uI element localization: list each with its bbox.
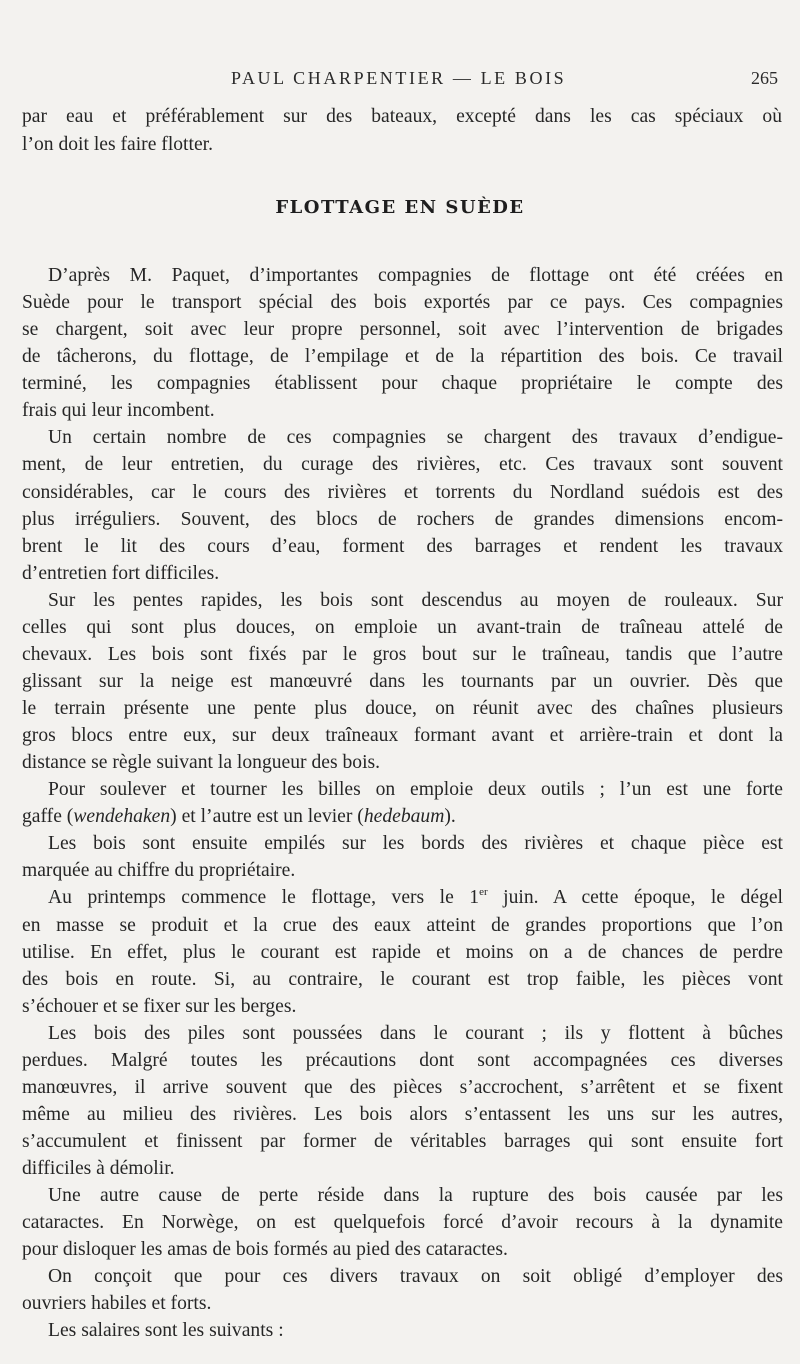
text-line: distance se règle suivant la longueur des bois. [22, 752, 381, 774]
text-line: des bois en route. Si, au contraire, le courant est trop faible, les pièces vont [22, 968, 783, 990]
text-line: Les salaires sont les suivants : [48, 1320, 284, 1342]
section-heading: FLOTTAGE EN SUÈDE [275, 197, 525, 218]
text-line: Suède pour le transport spécial des bois exportés par ce pays. Ces compagnies [22, 292, 783, 314]
text-line: Les bois des piles sont poussées dans le courant ; ils y flottent à bûches [48, 1022, 783, 1044]
text-line: glissant sur la neige est manœuvré dans les tournants par un ouvrier. Dès que [22, 670, 783, 692]
text-line: ouvriers habiles et forts. [22, 1293, 212, 1315]
text-line: manœuvres, il arrive souvent que des pièces s’accrochent, s’arrêtent et se fixent [22, 1076, 783, 1098]
german-term: hedebaum [363, 806, 445, 828]
text-segment: juin. A cette époque, le dégel [487, 887, 783, 909]
text-line: celles qui sont plus douces, on emploie un avant-train de traîneau attelé de [22, 616, 783, 638]
text-segment: Au printemps commence le flottage, vers le 1 [48, 887, 480, 909]
page-number: 265 [751, 68, 778, 88]
text-line: perdues. Malgré toutes les précautions dont sont accompagnées ces diverses [22, 1049, 783, 1071]
text-line: chevaux. Les bois sont fixés par le gros bout sur le traîneau, tandis que l’autre [22, 643, 783, 665]
text-line: se chargent, soit avec leur propre personnel, soit avec l’intervention de brigades [22, 319, 783, 341]
text-line: Les bois sont ensuite empilés sur les bords des rivières et chaque pièce est [48, 833, 783, 855]
text-line: s’échouer et se fixer sur les berges. [22, 995, 297, 1017]
text-line: marquée au chiffre du propriétaire. [22, 860, 296, 882]
text-line: terminé, les compagnies établissent pour chaque propriétaire le compte des [22, 373, 783, 395]
text-line: considérables, car le cours des rivières et torrents du Nordland suédois est des [22, 481, 783, 503]
text-line: même au milieu des rivières. Les bois alors s’entassent les uns sur les autres, [22, 1103, 783, 1125]
text-line: ment, de leur entretien, du curage des rivières, etc. Ces travaux sont souvent [22, 454, 783, 476]
text-line: en masse se produit et la crue des eaux atteint de grandes proportions que l’on [22, 914, 783, 936]
text-line: Pour soulever et tourner les billes on emploie deux outils ; l’un est une forte [48, 779, 783, 801]
text-segment: ). [444, 806, 456, 828]
text-line [22, 803, 783, 830]
text-line: l’on doit les faire flotter. [22, 133, 213, 155]
text-line: D’après M. Paquet, d’importantes compagnies de flottage ont été créées en [48, 265, 783, 286]
text-line: plus irréguliers. Souvent, des blocs de rochers de grandes dimensions encom- [22, 508, 783, 530]
text-line: Une autre cause de perte réside dans la rupture des bois causée par les [48, 1185, 783, 1207]
text-line: s’accumulent et finissent par former de véritables barrages qui sont ensuite fort [22, 1131, 783, 1152]
body-text [22, 262, 783, 1345]
text-line: le terrain présente une pente plus douce, on réunit avec des chaînes plusieurs [22, 698, 783, 719]
text-line: brent le lit des cours d’eau, forment des barrages et rendent les travaux [22, 535, 783, 557]
running-head [0, 66, 800, 94]
text-line: d’entretien fort difficiles. [22, 562, 220, 584]
text-line: par eau et préférablement sur des bateaux, excepté dans les cas spéciaux où [22, 106, 782, 127]
running-title: PAUL CHARPENTIER — LE BOIS [231, 68, 567, 88]
text-line: frais qui leur incombent. [22, 400, 215, 422]
text-line: cataractes. En Norwège, on est quelquefois forcé d’avoir recours à la dynamite [22, 1212, 783, 1234]
text-segment: ) et l’autre est un levier ( [170, 806, 364, 828]
text-line: On conçoit que pour ces divers travaux on soit obligé d’employer des [48, 1266, 783, 1288]
text-line: utilise. En effet, plus le courant est rapide et moins on a de chances de perdre [22, 941, 783, 963]
text-line: gros blocs entre eux, sur deux traîneaux formant avant et arrière-train et dont la [22, 725, 783, 747]
text-segment: gaffe ( [22, 806, 74, 828]
text-line: pour disloquer les amas de bois formés au pied des cataractes. [22, 1239, 508, 1261]
german-term: wendehaken [73, 806, 171, 828]
text-line: de tâcherons, du flottage, de l’empilage et de la répartition des bois. Ce travail [22, 346, 783, 368]
text-line: Un certain nombre de ces compagnies se chargent des travaux d’endigue- [48, 427, 783, 449]
intro-paragraph [22, 103, 782, 158]
text-line: Sur les pentes rapides, les bois sont descendus au moyen de rouleaux. Sur [48, 589, 783, 611]
text-line: difficiles à démolir. [22, 1158, 175, 1180]
text-line [22, 884, 783, 911]
superscript: er [479, 886, 488, 899]
